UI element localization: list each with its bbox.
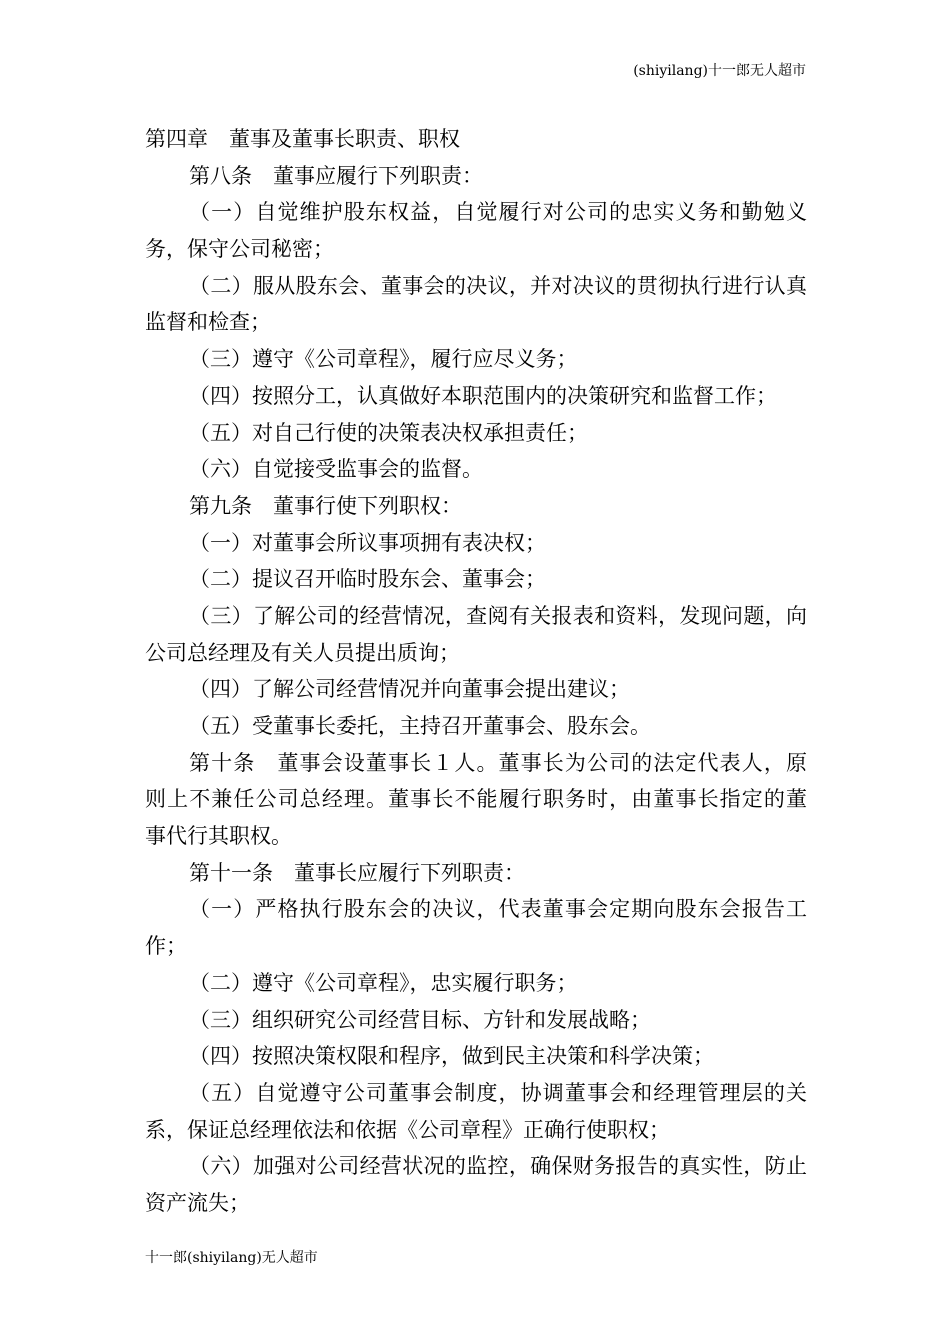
text-line: （三）了解公司的经营情况，查阅有关报表和资料，发现问题，向 xyxy=(189,603,807,628)
text-line: 则上不兼任公司总经理。董事长不能履行职务时，由董事长指定的董 xyxy=(145,787,807,812)
text-line: （六）自觉接受监事会的监督。 xyxy=(189,457,483,482)
text-line: （一）自觉维护股东权益，自觉履行对公司的忠实义务和勤勉义 xyxy=(189,200,807,225)
text-line: 系，保证总经理依法和依据《公司章程》正确行使职权； xyxy=(145,1117,670,1142)
text-line: （五）对自己行使的决策表决权承担责任； xyxy=(189,420,588,445)
text-line: 第十一条 董事长应履行下列职责： xyxy=(189,860,525,885)
text-line: （四）按照分工，认真做好本职范围内的决策研究和监督工作； xyxy=(189,383,777,408)
text-line: （四）按照决策权限和程序，做到民主决策和科学决策； xyxy=(189,1044,714,1069)
page-header: (shiyilang)十一郎无人超市 xyxy=(633,63,806,79)
page-footer: 十一郎(shiyilang)无人超市 xyxy=(145,1250,318,1266)
text-line: 第八条 董事应履行下列职责： xyxy=(189,163,483,188)
text-line: 第九条 董事行使下列职权： xyxy=(189,493,462,518)
text-line: （三）组织研究公司经营目标、方针和发展战略； xyxy=(189,1007,651,1032)
text-line: 作； xyxy=(145,934,187,959)
text-line: （二）服从股东会、董事会的决议，并对决议的贯彻执行进行认真 xyxy=(189,273,807,298)
text-line: （五）受董事长委托，主持召开董事会、股东会。 xyxy=(189,714,651,738)
text-line: （二）提议召开临时股东会、董事会； xyxy=(189,567,546,592)
text-line: （一）严格执行股东会的决议，代表董事会定期向股东会报告工 xyxy=(189,897,807,922)
chapter-heading: 第四章 董事及董事长职责、职权 xyxy=(145,127,460,151)
text-line: （六）加强对公司经营状况的监控，确保财务报告的真实性，防止 xyxy=(189,1154,807,1179)
text-line: （一）对董事会所议事项拥有表决权； xyxy=(189,530,546,555)
document-body xyxy=(145,121,807,1222)
text-line: （三）遵守《公司章程》，履行应尽义务； xyxy=(189,347,578,372)
text-line: （五）自觉遵守公司董事会制度，协调董事会和经理管理层的关 xyxy=(189,1080,807,1105)
text-line: 监督和检查； xyxy=(145,310,271,335)
text-line: 资产流失； xyxy=(145,1190,250,1215)
text-line: 第十条 董事会设董事长１人。董事长为公司的法定代表人，原 xyxy=(189,750,807,775)
text-line: 务，保守公司秘密； xyxy=(145,237,334,262)
text-line: 公司总经理及有关人员提出质询； xyxy=(145,640,460,665)
text-line: （二）遵守《公司章程》，忠实履行职务； xyxy=(189,970,578,995)
text-line: （四）了解公司经营情况并向董事会提出建议； xyxy=(189,677,630,702)
text-line: 事代行其职权。 xyxy=(145,824,292,849)
